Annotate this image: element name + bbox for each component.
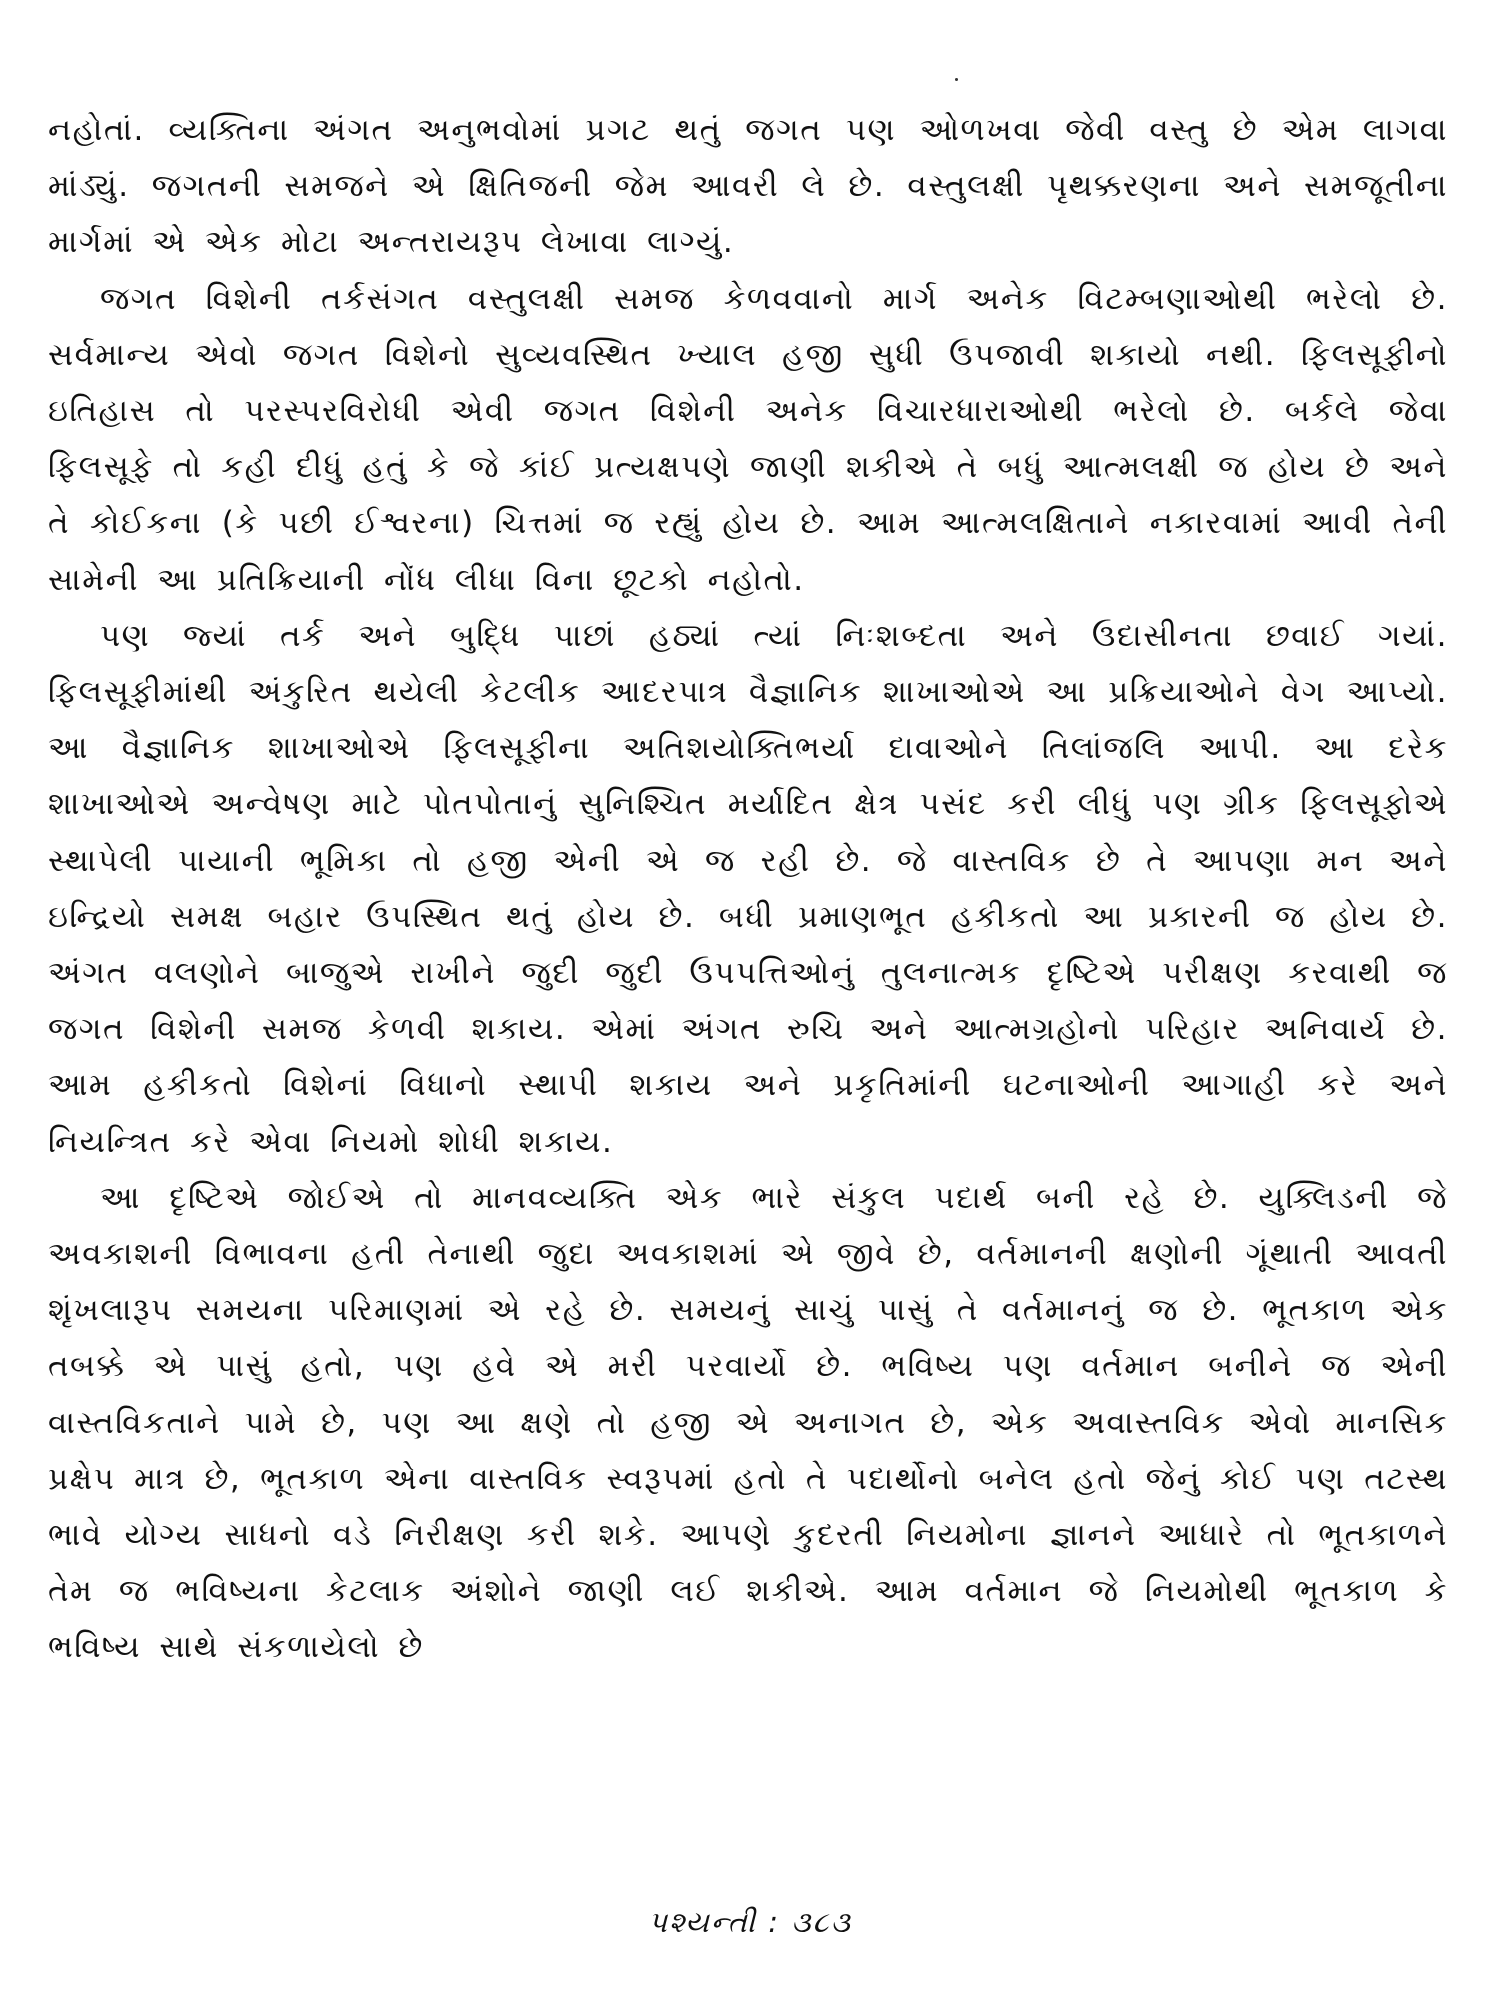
paragraph-continued: નહોતાં. વ્યક્તિના અંગત અનુભવોમાં પ્રગટ થતું જગત પણ ઓળખવા જેવી વસ્તુ છે એમ લાગવા માંડ્યું. જગતની સમજને એ ક્ષિતિજની જેમ આવરી લે છે. વસ્તુલક્ષી પૃથક્કરણના અને સમજૂતીના માર્ગમાં એ એક મોટા અન્તરાયરૂપ લેખાવા લાગ્યું.	[48, 112, 1448, 261]
body-text	[48, 102, 1448, 1676]
paragraph: જગત વિશેની તર્કસંગત વસ્તુલક્ષી સમજ કેળવવાનો માર્ગ અનેક વિટમ્બણાઓથી ભરેલો છે. સર્વમાન્ય એવો જગત વિશેનો સુવ્યવસ્થિત ખ્યાલ હજી સુધી ઉપજાવી શકાયો નથી. ફિલસૂફીનો ઇતિહાસ તો પરસ્પરવિરોધી એવી જગત વિશેની અનેક વિચારધારાઓથી ભરેલો છે. બર્કલે જેવા ફિલસૂફે તો કહી દીધું હતું કે જે કાંઈ પ્રત્યક્ષપણે જાણી શકીએ તે બધું આત્મલક્ષી જ હોય છે અને તે કોઈકના (કે પછી ઈશ્વરના) ચિત્તમાં જ રહ્યું હોય છે. આમ આત્મલક્ષિતાને નકારવામાં આવી તેની સામેની આ પ્રતિક્રિયાની નોંધ લીધા વિના છૂટકો નહોતો.	[48, 280, 1448, 598]
paragraph: પણ જ્યાં તર્ક અને બુદ્ધિ પાછાં હઠ્યાં ત્યાં નિઃશબ્દતા અને ઉદાસીનતા છવાઈ ગયાં. ફિલસૂફીમાંથી અંકુરિત થયેલી કેટલીક આદરપાત્ર વૈજ્ઞાનિક શાખાઓએ આ પ્રક્રિયાઓને વેગ આપ્યો. આ વૈજ્ઞાનિક શાખાઓએ ફિલસૂફીના અતિશયોક્તિભર્યા દાવાઓને તિલાંજલિ આપી. આ દરેક શાખાઓએ અન્વેષણ માટે પોતપોતાનું સુનિશ્ચિત મર્યાદિત ક્ષેત્ર પસંદ કરી લીધું પણ ગ્રીક ફિલસૂફોએ સ્થાપેલી પાયાની ભૂમિકા તો હજી એની એ જ રહી છે. જે વાસ્તવિક છે તે આપણા મન અને ઇન્દ્રિયો સમક્ષ બહાર ઉપસ્થિત થતું હોય છે. બધી પ્રમાણભૂત હકીકતો આ પ્રકારની જ હોય છે. અંગત વલણોને બાજુએ રાખીને જુદી જુદી ઉપપત્તિઓનું તુલનાત્મક દૃષ્ટિએ પરીક્ષણ કરવાથી જ જગત વિશેની સમજ કેળવી શકાય. એમાં અંગત રુચિ અને આત્મગ્રહોનો પરિહાર અનિવાર્ય છે. આમ હકીકતો વિશેનાં વિધાનો સ્થાપી શકાય અને પ્રકૃતિમાંની ઘટનાઓની આગાહી કરે અને નિયન્ત્રિત કરે એવા નિયમો શોધી શકાય.	[48, 617, 1448, 1160]
print-speck	[955, 78, 958, 81]
paragraph: આ દૃષ્ટિએ જોઈએ તો માનવવ્યક્તિ એક ભારે સંકુલ પદાર્થ બની રહે છે. યુક્લિડની જે અવકાશની વિભાવના હતી તેનાથી જુદા અવકાશમાં એ જીવે છે, વર્તમાનની ક્ષણોની ગૂંથાતી આવતી શૃંખલારૂપ સમયના પરિમાણમાં એ રહે છે. સમયનું સાચું પાસું તે વર્તમાનનું જ છે. ભૂતકાળ એક તબક્કે એ પાસું હતો, પણ હવે એ મરી પરવાર્યો છે. ભવિષ્ય પણ વર્તમાન બનીને જ એની વાસ્તવિકતાને પામે છે, પણ આ ક્ષણે તો હજી એ અનાગત છે, એક અવાસ્તવિક એવો માનસિક પ્રક્ષેપ માત્ર છે, ભૂતકાળ એના વાસ્તવિક સ્વરૂપમાં હતો તે પદાર્થોનો બનેલ હતો જેનું કોઈ પણ તટસ્થ ભાવે યોગ્ય સાધનો વડે નિરીક્ષણ કરી શકે. આપણે કુદરતી નિયમોના જ્ઞાનને આધારે તો ભૂતકાળને તેમ જ ભવિષ્યના કેટલાક અંશોને જાણી લઈ શકીએ. આમ વર્તમાન જે નિયમોથી ભૂતકાળ કે ભવિષ્ય સાથે સંકળાયેલો છે	[48, 1179, 1448, 1666]
page-footer: પશ્યન્તી : ૩૮૩	[648, 1905, 852, 1939]
